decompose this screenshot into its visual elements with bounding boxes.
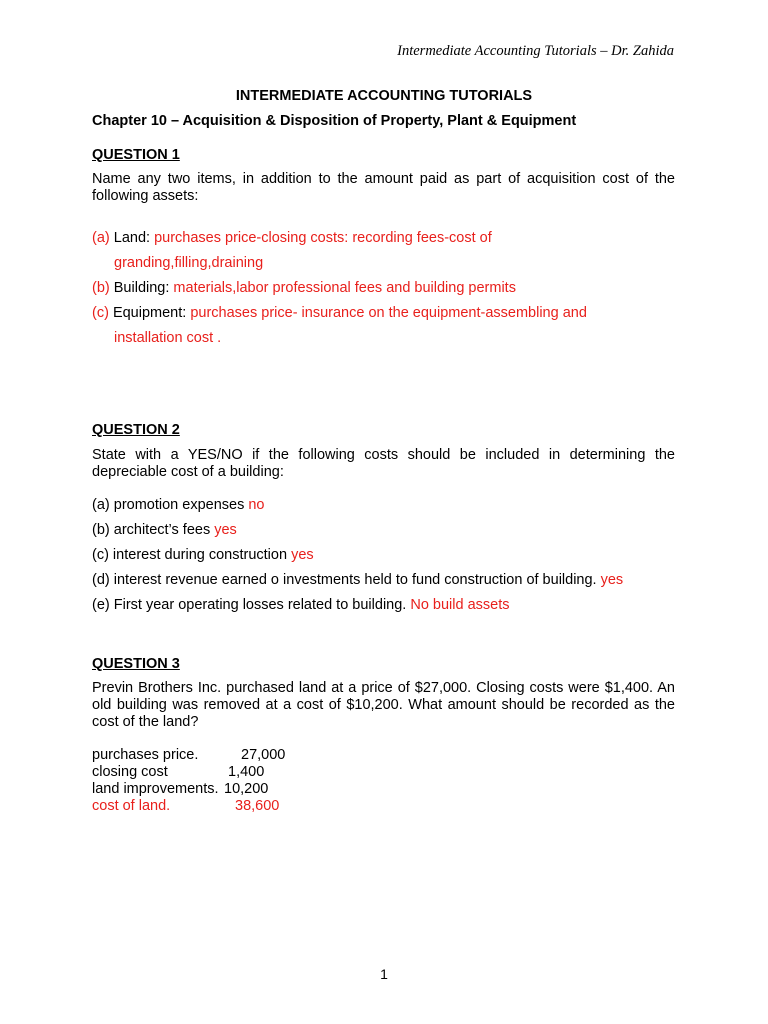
question-2-heading: QUESTION 2 [92, 422, 180, 438]
question-1-prompt: Name any two items, in addition to the amount paid as part of acquisition cost of the following assets: [92, 171, 675, 204]
q2-item-b [92, 522, 237, 538]
q1-item-a-answer: purchases price-closing costs: recording fees-cost of [154, 230, 492, 246]
chapter-heading: Chapter 10 – Acquisition & Disposition of Property, Plant & Equipment [92, 113, 577, 129]
q3-row-label: closing cost [92, 764, 168, 780]
q3-row-value: 10,200 [224, 781, 269, 797]
q1-item-a [92, 230, 492, 246]
q2-item-answer: no [248, 497, 265, 513]
q3-row-purchase-price [92, 747, 285, 763]
q3-row-land-improvements [92, 781, 268, 797]
q2-item-text: (e) First year operating losses related to building. [92, 597, 411, 613]
q1-item-a-answer-cont: granding,filling,draining [114, 255, 264, 271]
question-1-heading: QUESTION 1 [92, 147, 180, 163]
q2-item-text: (a) promotion expenses [92, 497, 249, 513]
q2-item-text: (d) interest revenue earned o investments held to fund construction of building. [92, 572, 601, 588]
page-number: 1 [380, 966, 388, 982]
q2-item-d [92, 572, 623, 588]
q2-item-c [92, 547, 314, 563]
q3-row-value: 27,000 [241, 747, 286, 763]
q3-row-closing-cost [92, 764, 264, 780]
question-3-prompt: Previn Brothers Inc. purchased land at a price of $27,000. Closing costs were $1,400. An old building was removed at a cost of $10,200. What amount should be recorded as the cost of the land? [92, 680, 675, 730]
q2-item-e [92, 597, 510, 613]
q2-item-answer: yes [600, 572, 624, 588]
q1-item-b [92, 280, 516, 296]
q1-item-c-answer: purchases price- insurance on the equipment-assembling and [190, 305, 587, 321]
q2-item-answer: yes [291, 547, 314, 563]
q2-item-answer: No build assets [410, 597, 510, 613]
q3-total-label: cost of land. [92, 798, 171, 814]
question-2-prompt: State with a YES/NO if the following costs should be included in determining the depreciable cost of a building: [92, 447, 675, 480]
running-header: Intermediate Accounting Tutorials – Dr. Zahida [397, 43, 674, 59]
q2-item-a [92, 497, 265, 513]
q3-row-label: purchases price. [92, 747, 199, 763]
q3-total-value: 38,600 [235, 798, 280, 814]
document-title: INTERMEDIATE ACCOUNTING TUTORIALS [235, 88, 533, 104]
q1-item-a-marker: (a) [92, 230, 110, 246]
q3-row-cost-of-land [92, 798, 279, 814]
q2-item-text: (c) interest during construction [92, 547, 292, 563]
q1-item-b-answer: materials,labor professional fees and building permits [173, 280, 516, 296]
q1-item-c-label: Equipment: [108, 305, 191, 321]
q1-item-c-answer-cont: installation cost . [114, 330, 222, 346]
q3-row-value: 1,400 [228, 764, 265, 780]
q2-item-answer: yes [214, 522, 237, 538]
q1-item-c-marker: (c) [92, 305, 109, 321]
q1-item-b-label: Building: [109, 280, 174, 296]
q1-item-c [92, 305, 587, 321]
q1-item-a-label: Land: [109, 230, 155, 246]
q1-item-b-marker: (b) [92, 280, 110, 296]
q3-row-label: land improvements. [92, 781, 219, 797]
q2-item-text: (b) architect’s fees [92, 522, 215, 538]
question-3-heading: QUESTION 3 [92, 656, 180, 672]
